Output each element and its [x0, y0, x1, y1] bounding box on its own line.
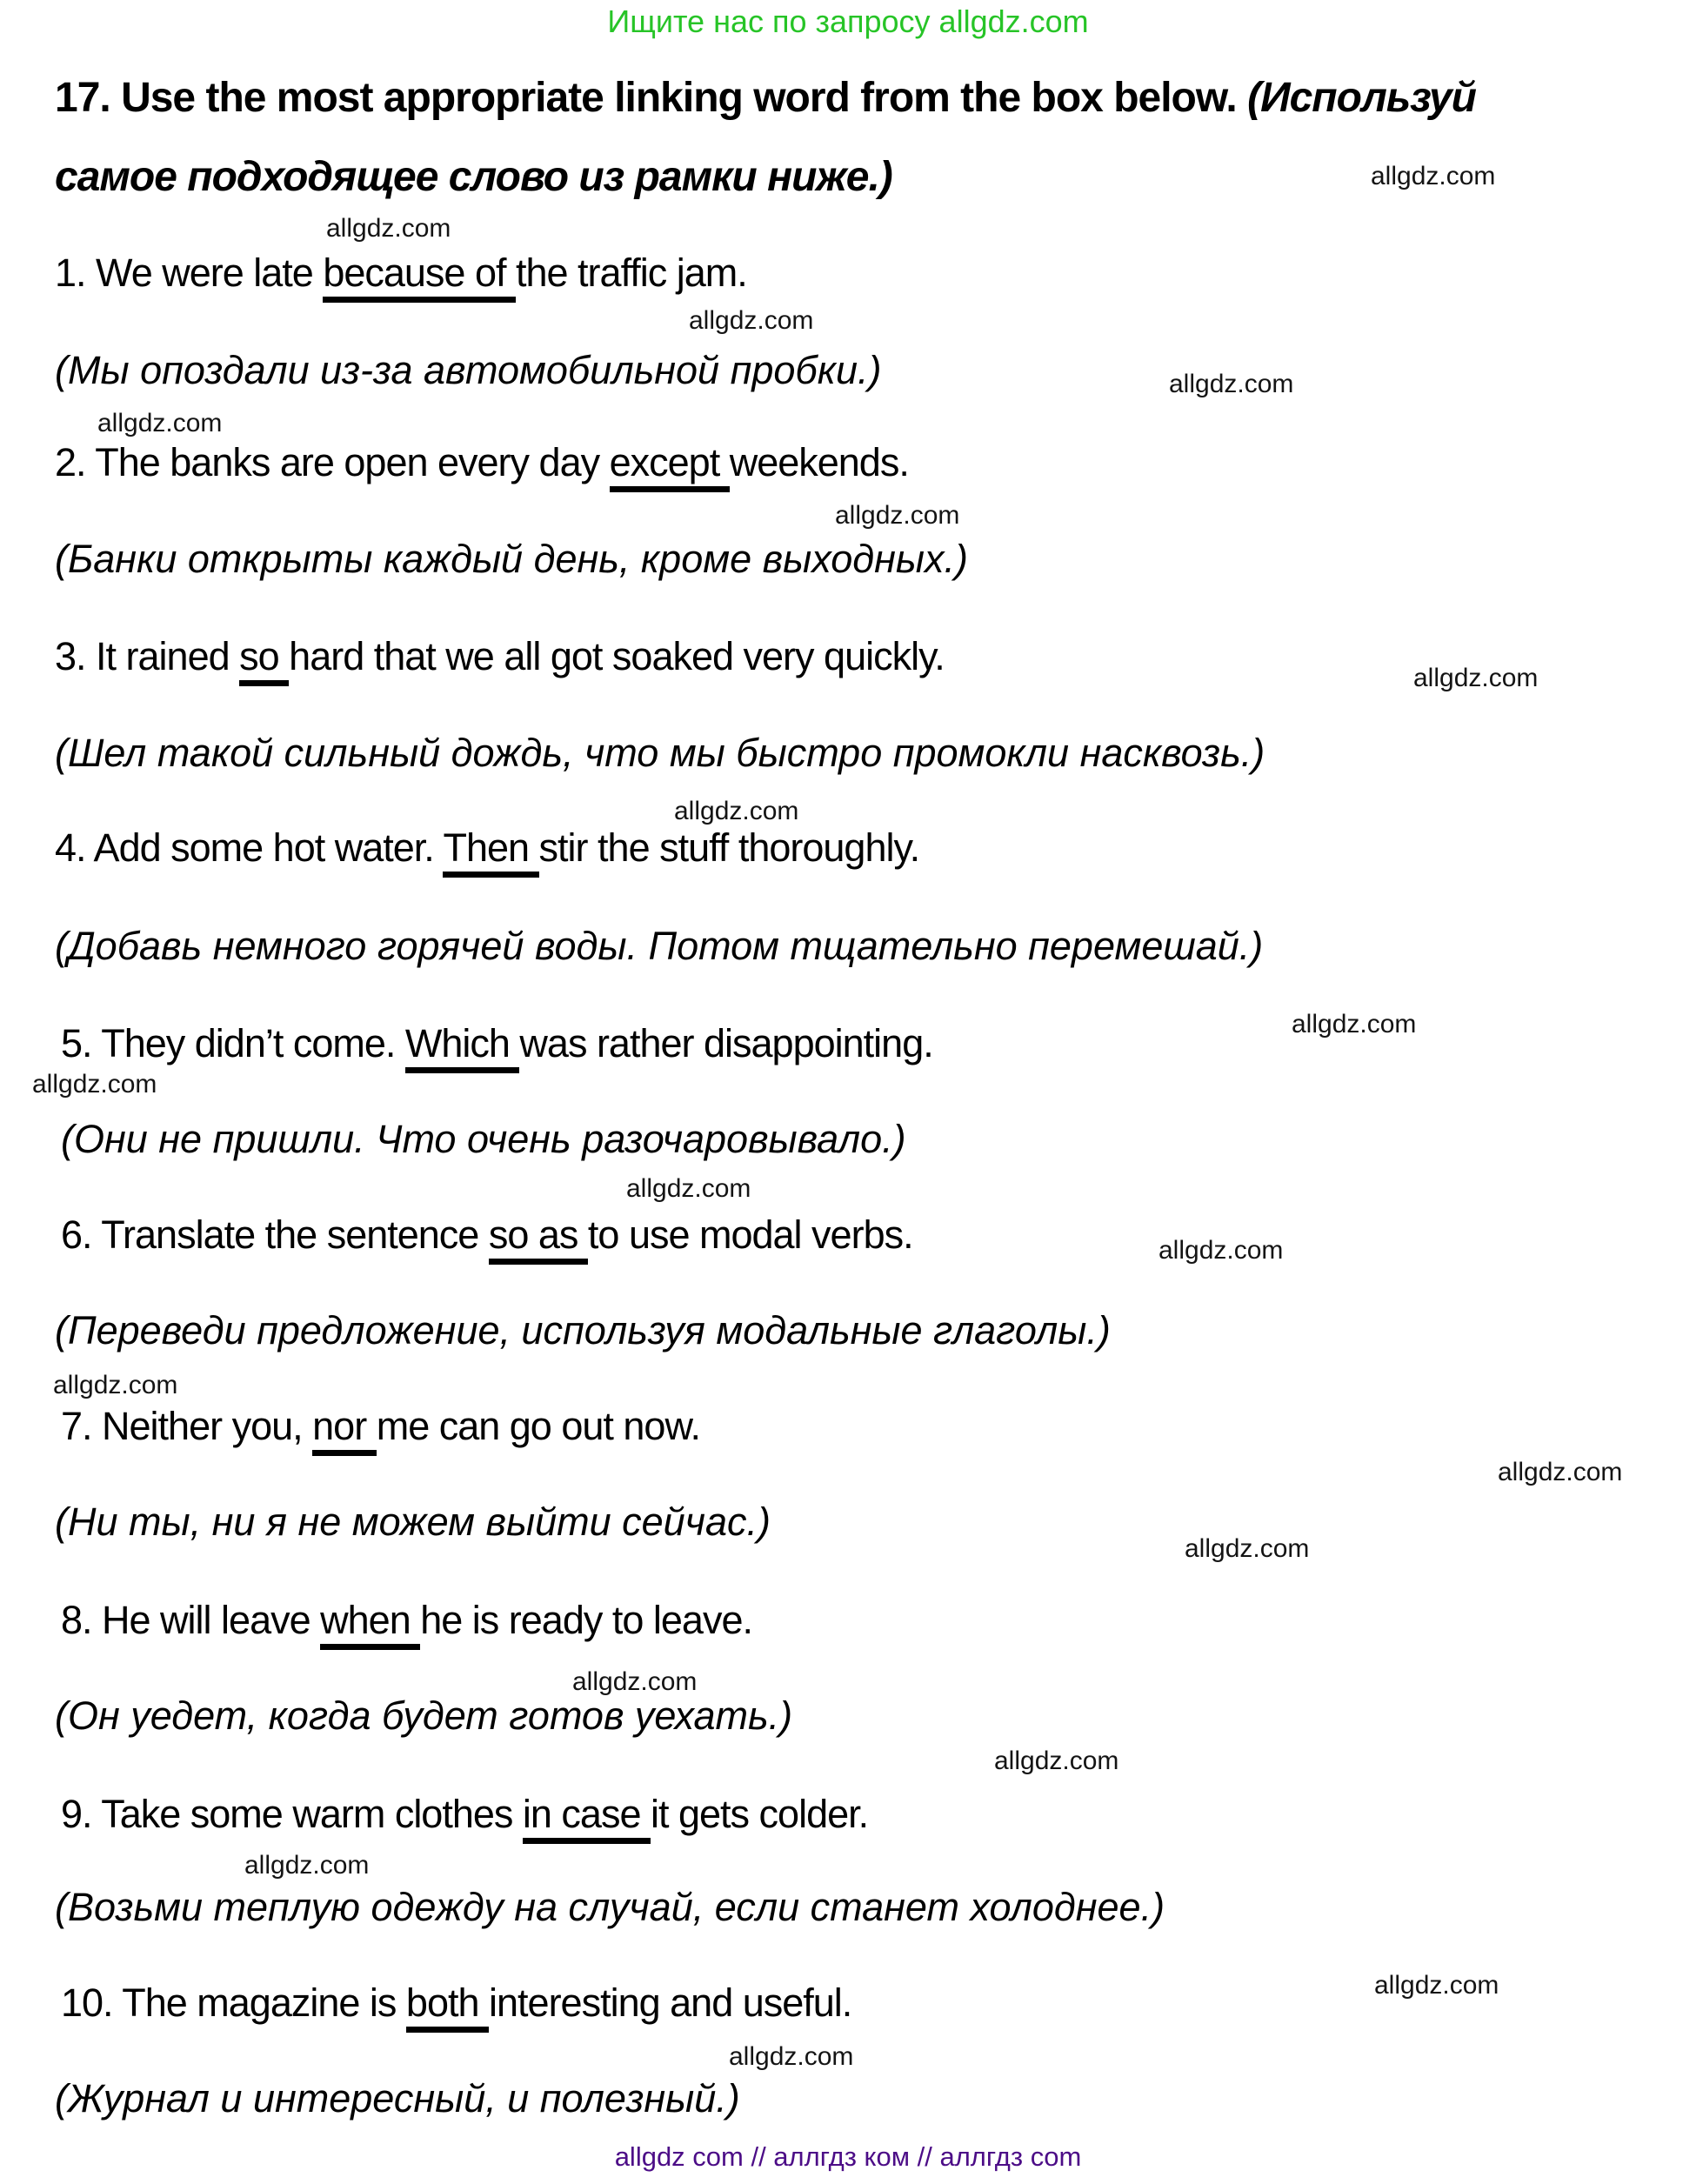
linking-word-underlined: when [320, 1598, 420, 1650]
watermark: allgdz.com [572, 1667, 698, 1696]
watermark: allgdz.com [835, 501, 960, 530]
sentence-post: interesting and useful. [489, 1980, 852, 2025]
watermark: allgdz.com [1498, 1458, 1623, 1486]
watermark: allgdz.com [1169, 370, 1294, 398]
watermark: allgdz.com [1371, 162, 1496, 190]
sentence-translation-ru-3: (Шел такой сильный дождь, что мы быстро промокли насквозь.) [55, 731, 1265, 775]
sentence-pre: 7. Neither you, [61, 1404, 313, 1448]
watermark: allgdz.com [1185, 1534, 1310, 1563]
sentence-english-2 [55, 440, 909, 485]
sentence-post: the traffic jam. [516, 250, 747, 295]
sentence-translation-ru-8: (Он уедет, когда будет готов уехать.) [55, 1693, 793, 1738]
sentence-pre: 3. It rained [55, 634, 240, 678]
linking-word-underlined: Then [443, 825, 538, 878]
sentence-translation-ru-4: (Добавь немного горячей воды. Потом тщательно перемешай.) [55, 924, 1264, 968]
watermark: allgdz.com [994, 1747, 1119, 1775]
sentence-english-10 [61, 1980, 851, 2026]
sentence-pre: 2. The banks are open every day [55, 440, 610, 484]
linking-word-underlined: Which [405, 1021, 520, 1073]
sentence-english-8 [61, 1598, 752, 1643]
linking-word-underlined: because of [323, 250, 516, 303]
sentence-pre: 6. Translate the sentence [61, 1212, 489, 1257]
watermark: allgdz.com [244, 1851, 370, 1880]
sentence-pre: 8. He will leave [61, 1598, 321, 1642]
watermark: allgdz.com [689, 306, 814, 335]
exercise-title-line-2 [55, 153, 892, 201]
sentence-translation-ru-7: (Ни ты, ни я не можем выйти сейчас.) [55, 1499, 771, 1544]
sentence-english-4 [55, 825, 919, 871]
sentence-english-9 [61, 1792, 868, 1837]
sentence-english-7 [61, 1404, 700, 1449]
sentence-pre: 4. Add some hot water. [55, 825, 444, 870]
linking-word-underlined: both [406, 1980, 489, 2033]
sentence-english-5 [61, 1021, 933, 1066]
sentence-translation-ru-1: (Мы опоздали из-за автомобильной пробки.) [55, 348, 882, 392]
sentence-post: it gets colder. [651, 1792, 869, 1836]
watermark: allgdz.com [1374, 1971, 1499, 2000]
sentence-pre: 5. They didn’t come. [61, 1021, 405, 1065]
linking-word-underlined: in case [523, 1792, 651, 1844]
exercise-title-russian-start: (Используй [1247, 75, 1476, 121]
sentence-post: was rather disappointing. [519, 1021, 933, 1065]
watermark: allgdz.com [674, 797, 799, 825]
watermark: allgdz.com [1158, 1236, 1284, 1265]
linking-word-underlined: so [239, 634, 289, 686]
site-promo-header: Ищите нас по запросу allgdz.com [607, 3, 1089, 39]
sentence-english-6 [61, 1212, 913, 1258]
sentence-post: to use modal verbs. [587, 1212, 913, 1257]
exercise-title-russian-end: самое подходящее слово из рамки ниже.) [55, 154, 892, 200]
watermark: allgdz.com [729, 2042, 854, 2071]
footer-watermark: allgdz com // аллгдз ком // аллгдз com [614, 2141, 1082, 2172]
sentence-post: stir the stuff thoroughly. [538, 825, 920, 870]
sentence-translation-ru-6: (Переведи предложение, используя модальные глаголы.) [55, 1308, 1111, 1352]
sentence-translation-ru-10: (Журнал и интересный, и полезный.) [55, 2076, 740, 2121]
sentence-pre: 10. The magazine is [61, 1980, 406, 2025]
linking-word-underlined: except [610, 440, 730, 492]
sentence-english-1 [55, 250, 747, 296]
sentence-post: me can go out now. [376, 1404, 700, 1448]
linking-word-underlined: nor [312, 1404, 377, 1456]
sentence-post: hard that we all got soaked very quickly. [289, 634, 945, 678]
exercise-title-english: 17. Use the most appropriate linking word from the box below. [55, 75, 1248, 121]
exercise-title-line-1 [55, 74, 1476, 122]
watermark: allgdz.com [326, 214, 451, 243]
sentence-pre: 1. We were late [55, 250, 324, 295]
watermark: allgdz.com [1413, 664, 1539, 692]
linking-word-underlined: so as [489, 1212, 588, 1265]
watermark: allgdz.com [53, 1371, 178, 1399]
watermark: allgdz.com [1292, 1010, 1417, 1039]
sentence-translation-ru-5: (Они не пришли. Что очень разочаровывало.) [61, 1117, 906, 1161]
sentence-pre: 9. Take some warm clothes [61, 1792, 523, 1836]
sentence-translation-ru-9: (Возьми теплую одежду на случай, если станет холоднее.) [55, 1885, 1165, 1929]
watermark: allgdz.com [97, 409, 223, 437]
sentence-english-3 [55, 634, 945, 679]
watermark: allgdz.com [626, 1174, 751, 1203]
sentence-translation-ru-2: (Банки открыты каждый день, кроме выходных.) [55, 537, 968, 581]
watermark: allgdz.com [32, 1070, 157, 1099]
sentence-post: weekends. [729, 440, 909, 484]
sentence-post: he is ready to leave. [420, 1598, 752, 1642]
